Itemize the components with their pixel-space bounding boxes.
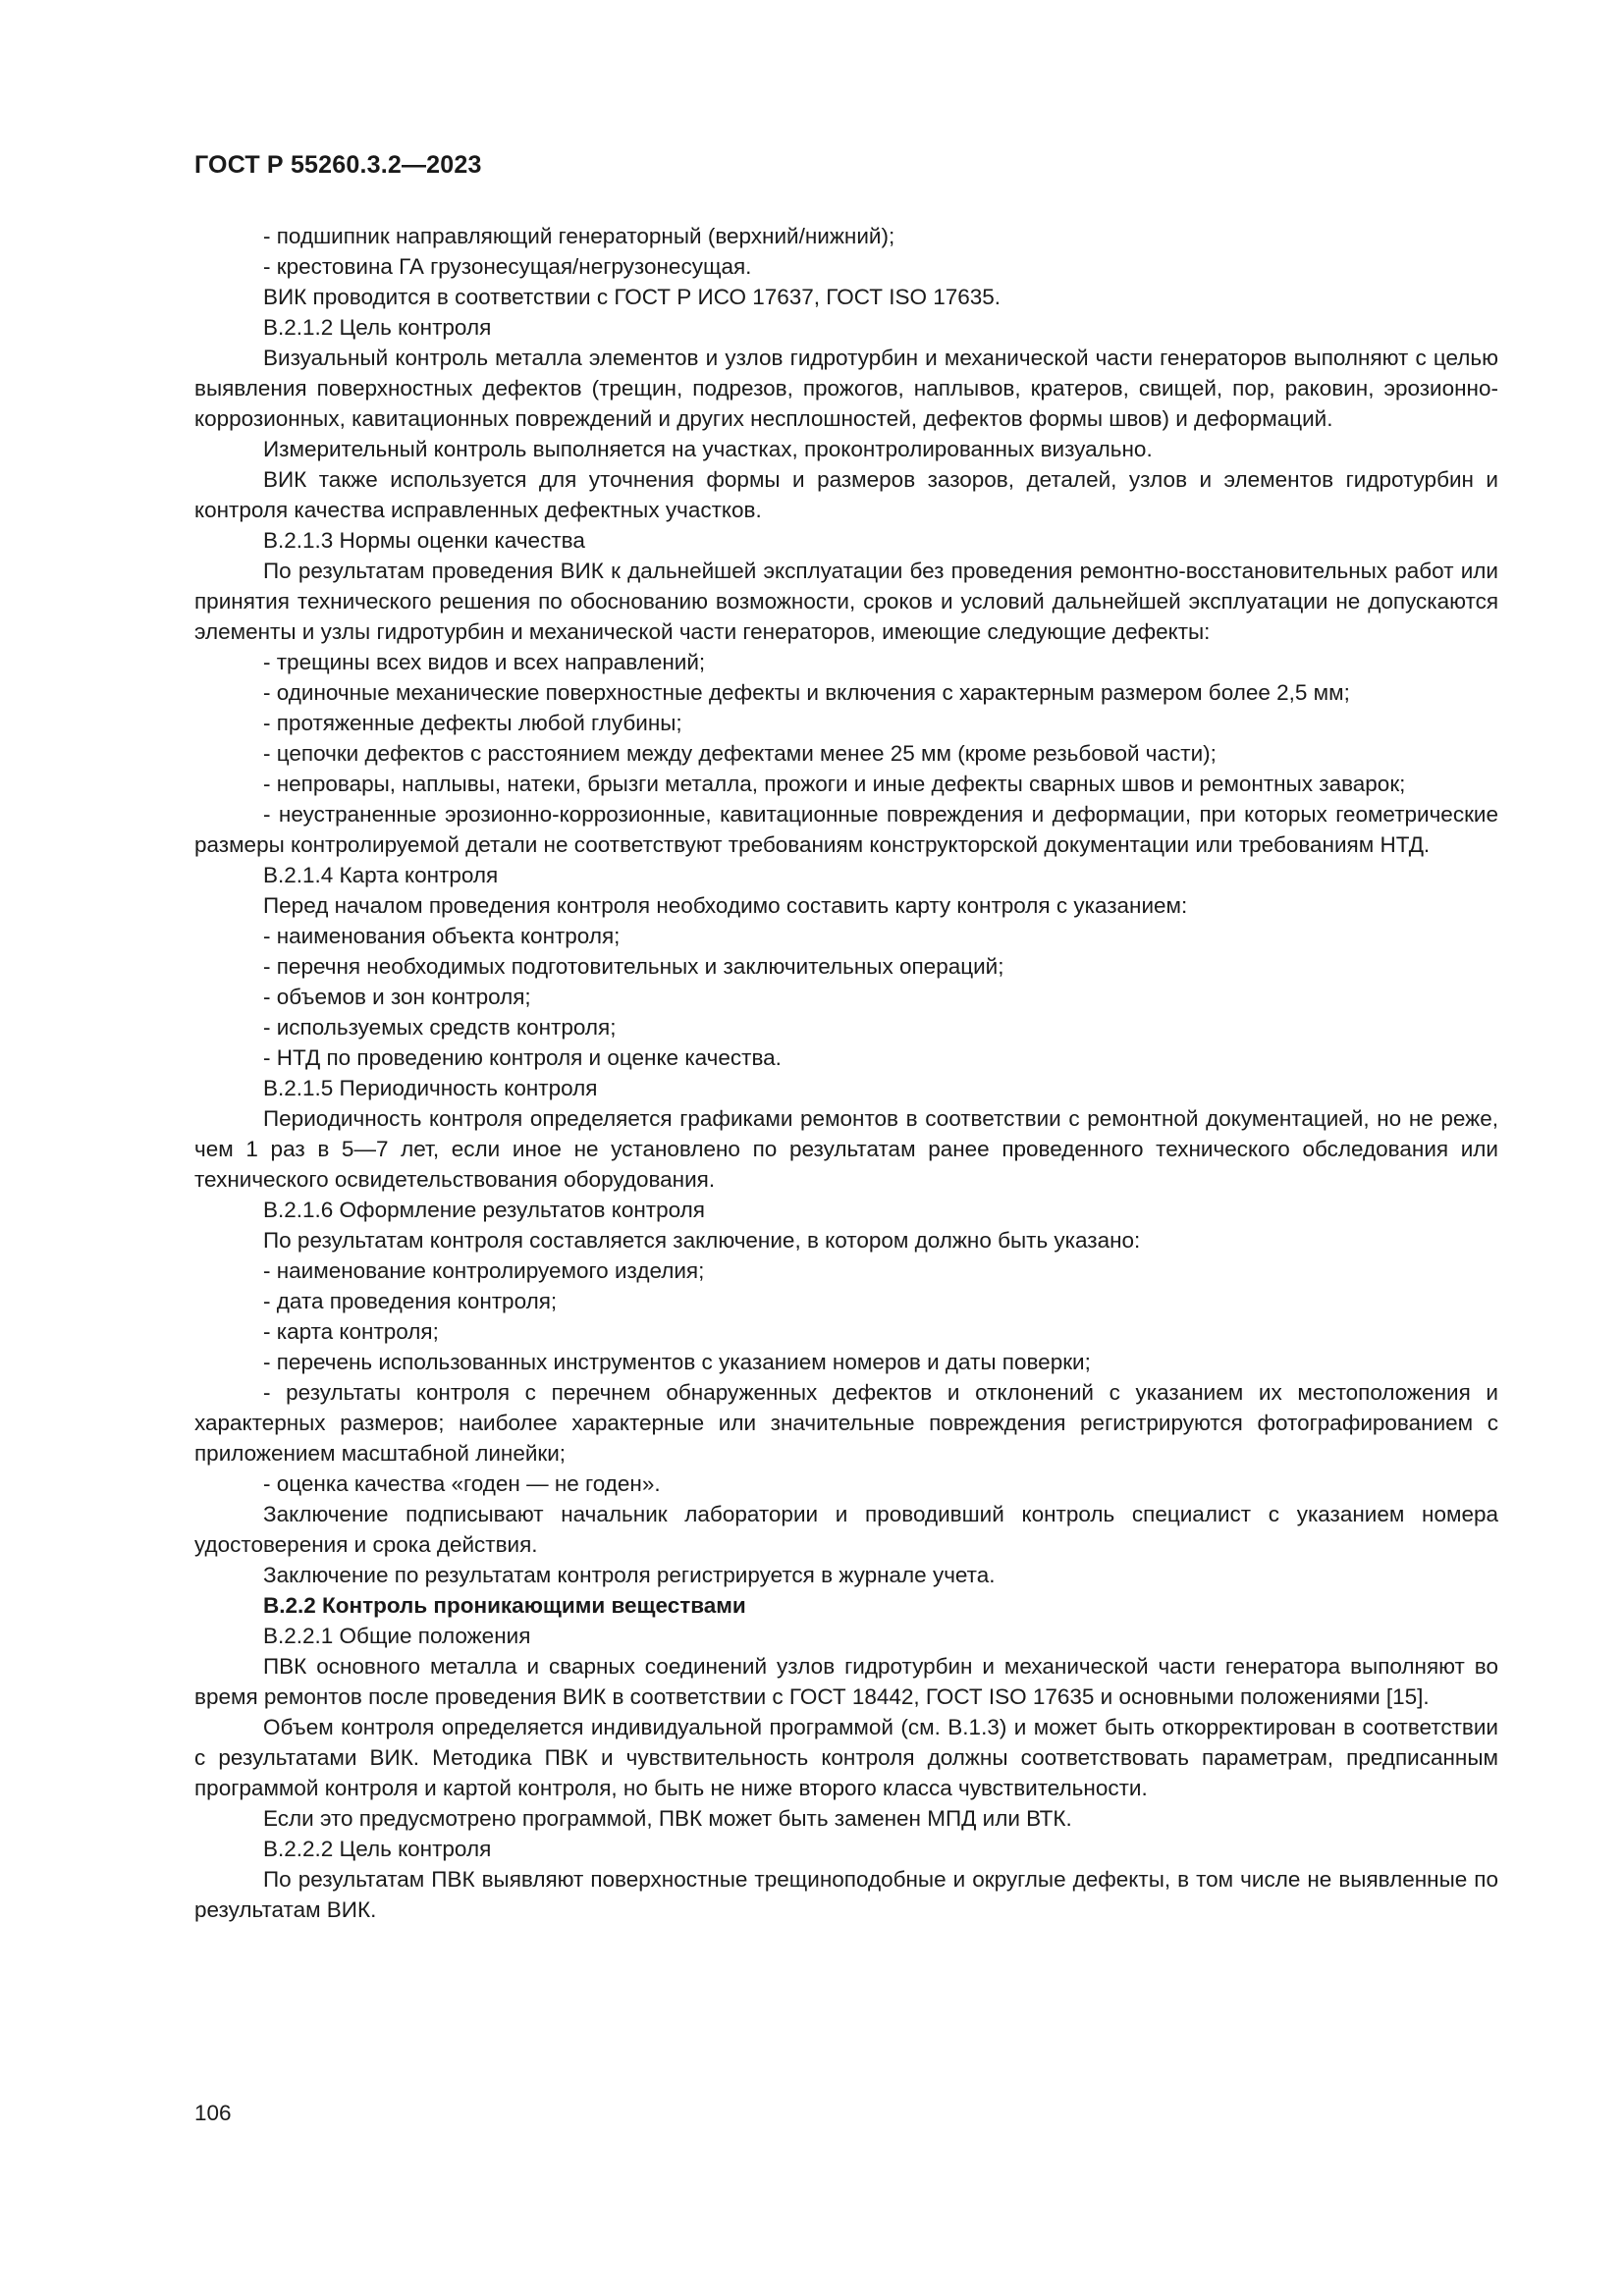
paragraph: - неустраненные эрозионно-коррозионные, кавитационные повреждения и деформации, при которых геометрические размеры контролируемой детали не соответствуют требованиям конструкторской документации или требованиям НТД. xyxy=(194,802,1498,857)
paragraph: В.2.1.4 Карта контроля xyxy=(263,863,499,887)
document-body xyxy=(194,221,1498,1925)
paragraph: - перечня необходимых подготовительных и заключительных операций; xyxy=(263,954,1004,979)
paragraph: Перед началом проведения контроля необходимо составить карту контроля с указанием: xyxy=(263,893,1188,918)
paragraph: Периодичность контроля определяется графиками ремонтов в соответствии с ремонтной документацией, но не реже, чем 1 раз в 5—7 лет, если иное не установлено по результатам ранее проведенного технического обследования или технического освидетельствования оборудования. xyxy=(194,1106,1498,1192)
paragraph: - крестовина ГА грузонесущая/негрузонесущая. xyxy=(263,254,752,279)
paragraph: Если это предусмотрено программой, ПВК может быть заменен МПД или ВТК. xyxy=(263,1806,1072,1831)
paragraph: - НТД по проведению контроля и оценке качества. xyxy=(263,1045,782,1070)
paragraph: В.2.1.6 Оформление результатов контроля xyxy=(263,1198,705,1222)
paragraph: - подшипник направляющий генераторный (верхний/нижний); xyxy=(263,224,895,248)
paragraph: - трещины всех видов и всех направлений; xyxy=(263,650,706,674)
paragraph: - одиночные механические поверхностные дефекты и включения с характерным размером более 2,5 мм; xyxy=(263,680,1350,705)
paragraph: В.2.2.1 Общие положения xyxy=(263,1624,531,1648)
paragraph: - наименование контролируемого изделия; xyxy=(263,1258,705,1283)
paragraph: Объем контроля определяется индивидуальной программой (см. В.1.3) и может быть откорректирован в соответствии с результатами ВИК. Методика ПВК и чувствительность контроля должны соответствовать параметрам, предписанным программой контроля и картой контроля, но быть не ниже второго класса чувствительности. xyxy=(194,1715,1498,1800)
page-number: 106 xyxy=(194,2101,232,2125)
paragraph: Визуальный контроль металла элементов и узлов гидротурбин и механической части генераторов выполняют с целью выявления поверхностных дефектов (трещин, подрезов, прожогов, наплывов, кратеров, свищей, пор, раковин, эрозионно-коррозионных, кавитационных повреждений и других несплошностей, дефектов формы швов) и деформаций. xyxy=(194,346,1498,431)
paragraph: В.2.1.5 Периодичность контроля xyxy=(263,1076,598,1100)
paragraph: - объемов и зон контроля; xyxy=(263,985,531,1009)
paragraph: По результатам контроля составляется заключение, в котором должно быть указано: xyxy=(263,1228,1141,1253)
paragraph: В.2.2.2 Цель контроля xyxy=(263,1837,492,1861)
paragraph: - непровары, наплывы, натеки, брызги металла, прожоги и иные дефекты сварных швов и ремонтных заварок; xyxy=(263,772,1406,796)
paragraph: В.2.1.2 Цель контроля xyxy=(263,315,492,340)
paragraph: Измерительный контроль выполняется на участках, проконтролированных визуально. xyxy=(263,437,1153,461)
paragraph: - карта контроля; xyxy=(263,1319,439,1344)
paragraph: - оценка качества «годен — не годен». xyxy=(263,1471,661,1496)
paragraph: - дата проведения контроля; xyxy=(263,1289,558,1313)
paragraph: Заключение по результатам контроля регистрируется в журнале учета. xyxy=(263,1563,996,1587)
paragraph: - перечень использованных инструментов с указанием номеров и даты поверки; xyxy=(263,1350,1091,1374)
paragraph: - протяженные дефекты любой глубины; xyxy=(263,711,682,735)
paragraph: По результатам ПВК выявляют поверхностные трещиноподобные и округлые дефекты, в том числе не выявленные по результатам ВИК. xyxy=(194,1867,1498,1922)
paragraph: - наименования объекта контроля; xyxy=(263,924,621,948)
paragraph: ПВК основного металла и сварных соединений узлов гидротурбин и механической части генератора выполняют во время ремонтов после проведения ВИК в соответствии с ГОСТ 18442, ГОСТ ISO 17635 и основными положениями [15]. xyxy=(194,1654,1498,1709)
paragraph: В.2.2 Контроль проникающими веществами xyxy=(263,1593,746,1618)
paragraph: По результатам проведения ВИК к дальнейшей эксплуатации без проведения ремонтно-восстановительных работ или принятия технического решения по обоснованию возможности, сроков и условий дальнейшей эксплуатации не допускаются элементы и узлы гидротурбин и механической части генераторов, имеющие следующие дефекты: xyxy=(194,559,1498,644)
paragraph: - результаты контроля с перечнем обнаруженных дефектов и отклонений с указанием их местоположения и характерных размеров; наиболее характерные или значительные повреждения регистрируются фотографированием с приложением масштабной линейки; xyxy=(194,1380,1498,1466)
paragraph: В.2.1.3 Нормы оценки качества xyxy=(263,528,585,553)
paragraph: - цепочки дефектов с расстоянием между дефектами менее 25 мм (кроме резьбовой части); xyxy=(263,741,1217,766)
paragraph: ВИК проводится в соответствии с ГОСТ Р ИСО 17637, ГОСТ ISO 17635. xyxy=(263,285,1001,309)
paragraph: ВИК также используется для уточнения формы и размеров зазоров, деталей, узлов и элементов гидротурбин и контроля качества исправленных дефектных участков. xyxy=(194,467,1498,522)
paragraph: - используемых средств контроля; xyxy=(263,1015,617,1040)
paragraph: Заключение подписывают начальник лаборатории и проводивший контроль специалист с указанием номера удостоверения и срока действия. xyxy=(194,1502,1498,1557)
document-header-code: ГОСТ Р 55260.3.2—2023 xyxy=(194,151,482,179)
